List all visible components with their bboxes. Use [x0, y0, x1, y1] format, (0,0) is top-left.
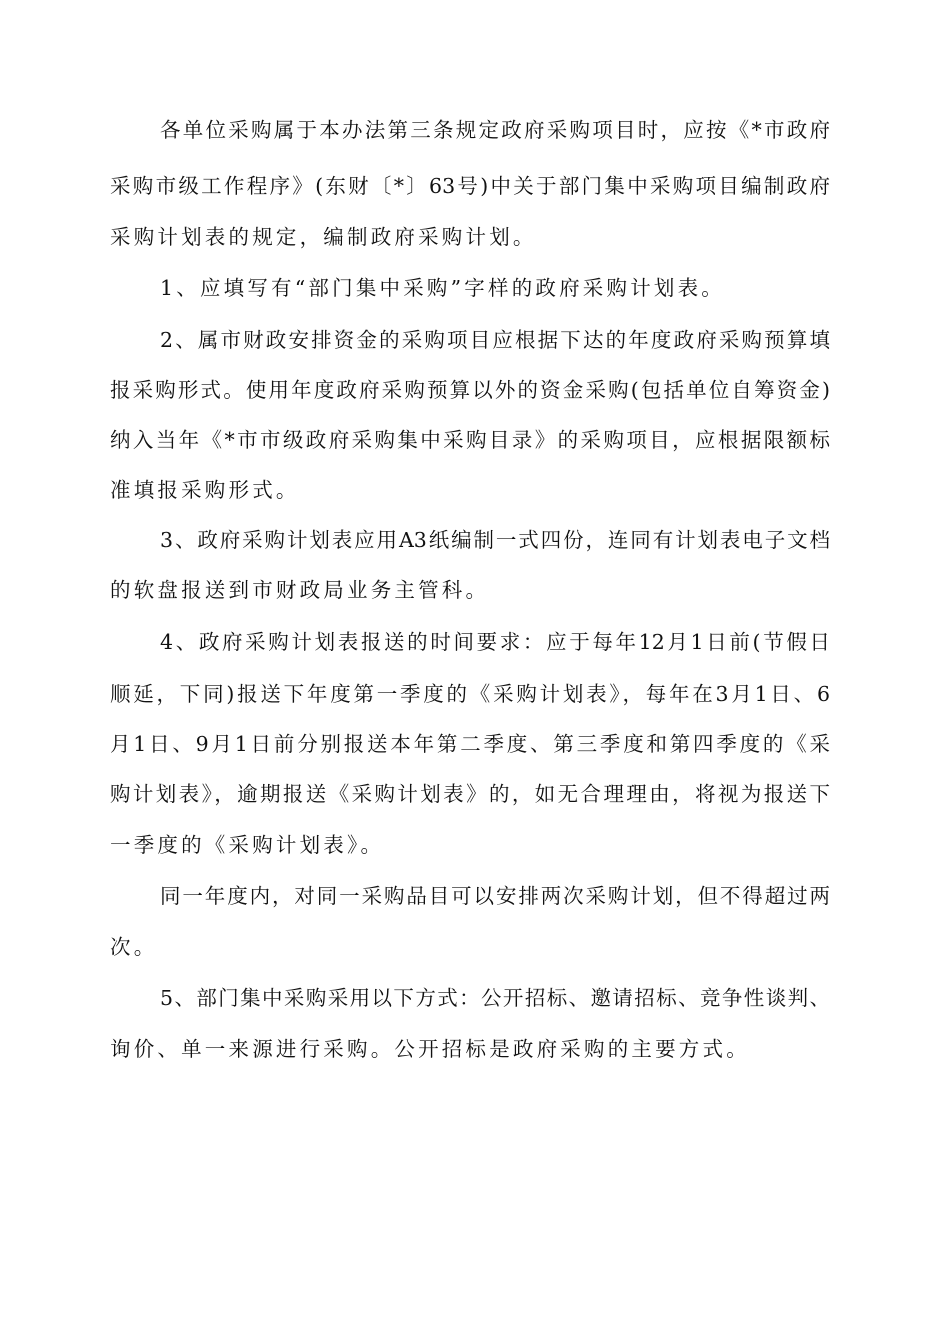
paragraph-1-line: 采购计划表的规定，编制政府采购计划。	[110, 225, 537, 249]
paragraph-1-line: 各单位采购属于本办法第三条规定政府采购项目时，应按《*市政府	[160, 118, 830, 142]
paragraph-5-line: 4、政府采购计划表报送的时间要求：应于每年12月1日前(节假日	[160, 630, 830, 654]
paragraph-3-line: 准填报采购形式。	[110, 478, 300, 502]
paragraph-5-line: 顺延，下同)报送下年度第一季度的《采购计划表》，每年在3月1日、6	[110, 682, 830, 706]
paragraph-3-line: 2、属市财政安排资金的采购项目应根据下达的年度政府采购预算填	[160, 328, 830, 352]
paragraph-5-line: 购计划表》，逾期报送《采购计划表》的，如无合理理由，将视为报送下	[110, 782, 830, 806]
paragraph-4-line: 3、政府采购计划表应用A3纸编制一式四份，连同有计划表电子文档	[160, 528, 830, 552]
paragraph-2-line: 1、应填写有“部门集中采购”字样的政府采购计划表。	[160, 276, 726, 300]
paragraph-5-line: 一季度的《采购计划表》。	[110, 833, 385, 857]
paragraph-3-line: 纳入当年《*市市级政府采购集中采购目录》的采购项目，应根据限额标	[110, 428, 830, 452]
paragraph-7-line: 5、部门集中采购采用以下方式：公开招标、邀请招标、竞争性谈判、	[160, 986, 830, 1010]
paragraph-6-line: 同一年度内，对同一采购品目可以安排两次采购计划，但不得超过两	[160, 884, 830, 908]
paragraph-1-line: 采购市级工作程序》(东财〔*〕63号)中关于部门集中采购项目编制政府	[110, 174, 830, 198]
paragraph-5-line: 月1日、9月1日前分别报送本年第二季度、第三季度和第四季度的《采	[110, 732, 830, 756]
paragraph-6-line: 次。	[110, 935, 158, 959]
paragraph-3-line: 报采购形式。使用年度政府采购预算以外的资金采购(包括单位自筹资金)	[110, 378, 830, 402]
paragraph-4-line: 的软盘报送到市财政局业务主管科。	[110, 578, 490, 602]
paragraph-7-line: 询价、单一来源进行采购。公开招标是政府采购的主要方式。	[110, 1037, 750, 1061]
